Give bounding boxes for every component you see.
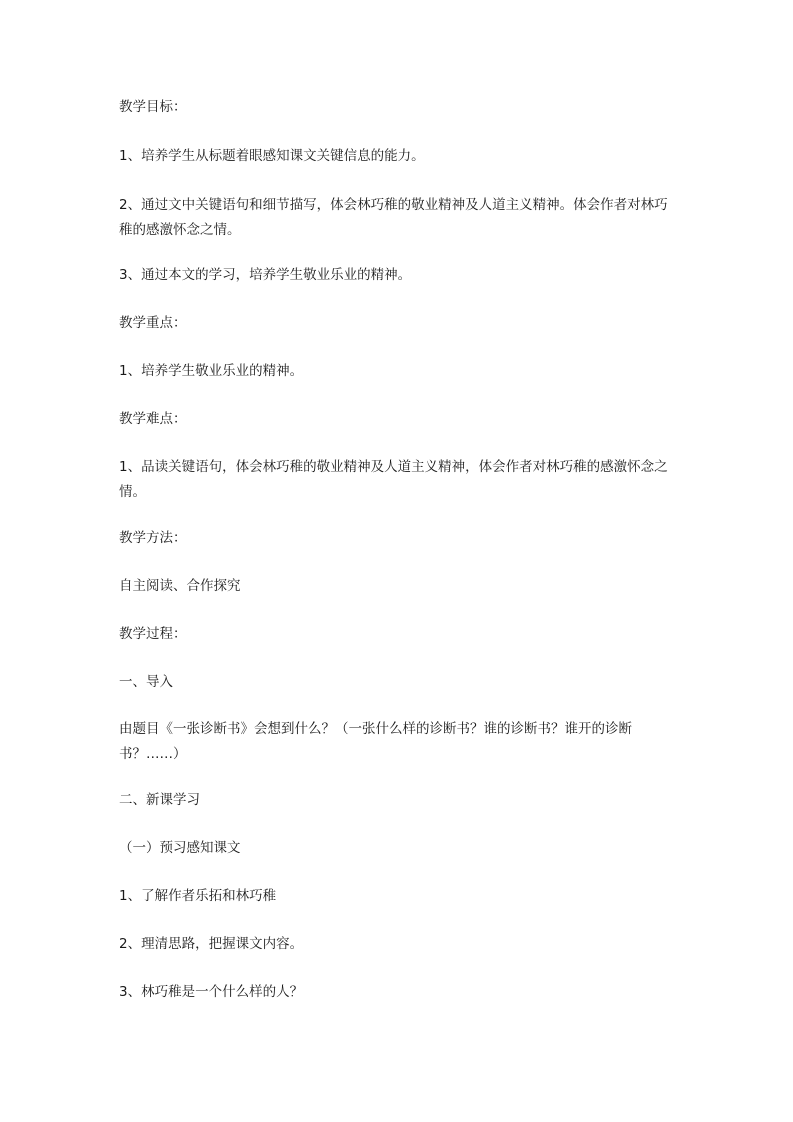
key-point-item-1: 1、培养学生敬业乐业的精神。 bbox=[119, 363, 304, 379]
preview-item-1: 1、了解作者乐拓和林巧稚 bbox=[119, 888, 277, 904]
goal-item-3: 3、通过本文的学习，培养学生敬业乐业的精神。 bbox=[119, 267, 412, 283]
heading-teaching-methods: 教学方法： bbox=[119, 530, 187, 546]
section-new-lesson: 二、新课学习 bbox=[119, 792, 200, 808]
subsection-preview: （一）预习感知课文 bbox=[119, 840, 241, 856]
heading-teaching-goals: 教学目标： bbox=[119, 99, 187, 115]
section-introduction: 一、导入 bbox=[119, 674, 173, 690]
goal-item-1: 1、培养学生从标题着眼感知课文关键信息的能力。 bbox=[119, 148, 425, 164]
heading-difficulties: 教学难点： bbox=[119, 411, 187, 427]
preview-item-2: 2、理清思路，把握课文内容。 bbox=[119, 936, 304, 952]
introduction-question: 由题目《一张诊断书》会想到什么？（一张什么样的诊断书？谁的诊断书？谁开的诊断书？……） bbox=[119, 721, 632, 762]
heading-key-points: 教学重点： bbox=[119, 315, 187, 331]
goal-item-2: 2、通过文中关键语句和细节描写，体会林巧稚的敬业精神及人道主义精神。体会作者对林巧稚的感激怀念之情。 bbox=[119, 197, 668, 238]
difficulty-item-1: 1、品读关键语句，体会林巧稚的敬业精神及人道主义精神，体会作者对林巧稚的感激怀念之情。 bbox=[119, 459, 668, 500]
teaching-methods-text: 自主阅读、合作探究 bbox=[119, 578, 241, 594]
heading-teaching-process: 教学过程： bbox=[119, 626, 187, 642]
preview-item-3: 3、林巧稚是一个什么样的人？ bbox=[119, 984, 304, 1000]
